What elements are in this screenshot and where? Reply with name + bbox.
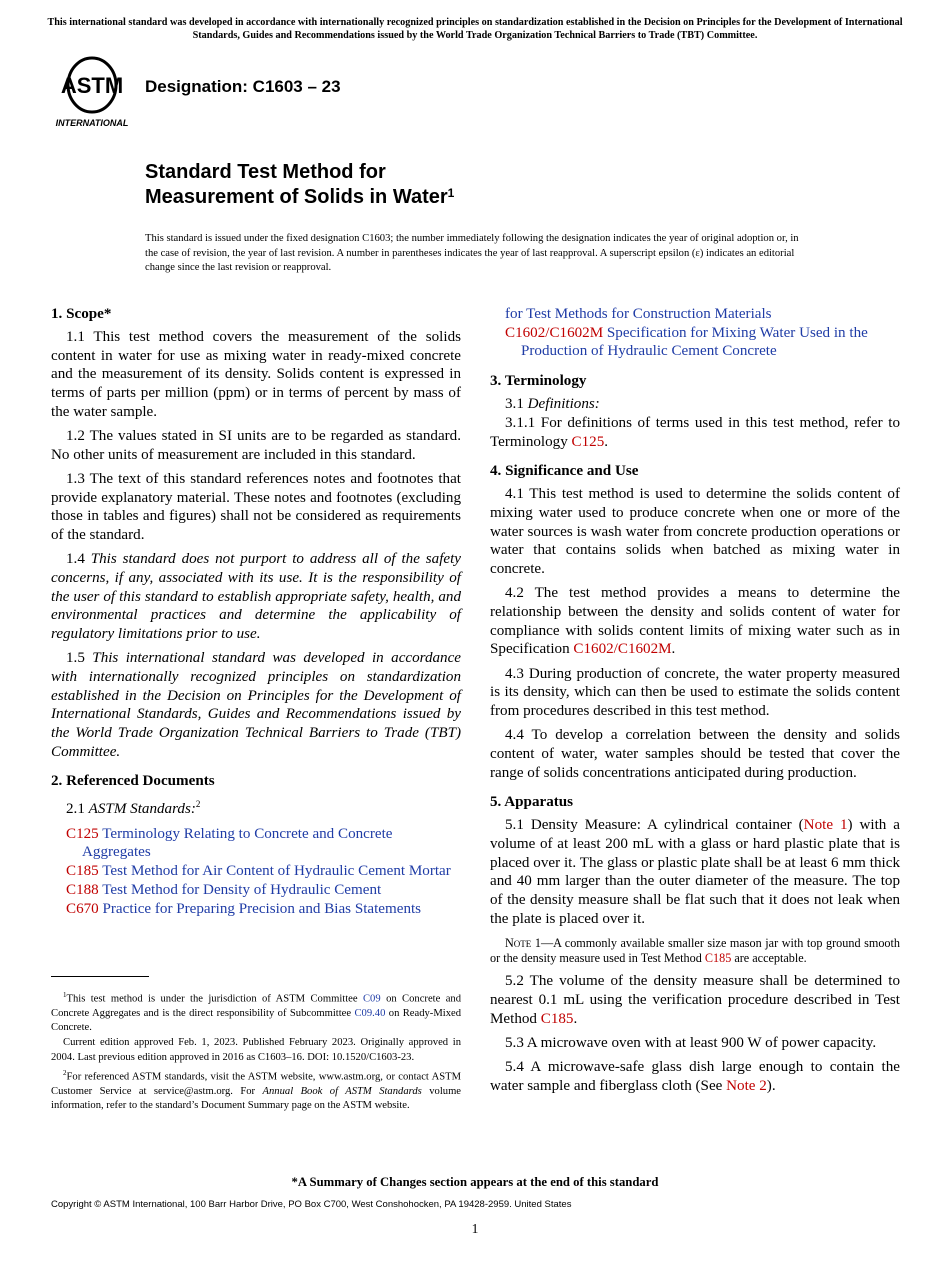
para-1-3: 1.3 The text of this standard references notes and footnotes that provide explanatory material. These notes and footnotes (excluding those in tables and figures) shall not be considered as requirements of the standard.	[51, 470, 461, 544]
para-4-3: 4.3 During production of concrete, the water property measured is its density, which can then be used to estimate the solids content from procedures described in this test method.	[490, 665, 900, 719]
left-column	[51, 305, 461, 918]
right-column	[490, 305, 900, 1101]
para-4-1: 4.1 This test method is used to determine the solids content of mixing water used to produce concrete when one or more of the water sources is wash water from concrete production operations or water that contains solids when batched as mixing water in concrete.	[490, 486, 900, 578]
section-3-heading: 3. Terminology	[490, 373, 587, 390]
astm-logo	[52, 55, 136, 131]
note-link-c185[interactable]: C185	[704, 951, 732, 966]
development-notice: This international standard was developed in accordance with internationally recognized principles on standardization established in the Decision on Principles for the Development of International Standards, Guides and Recommendations issued by the World Trade Organization Technical Barriers to Trade (TBT) Committee.	[47, 17, 903, 41]
link-c185[interactable]: C185	[540, 1010, 574, 1027]
section-4-heading: 4. Significance and Use	[490, 463, 639, 480]
document-title	[145, 160, 454, 210]
para-1-1: 1.1 This test method covers the measurement of the solids content in water for use as mixing water in ready-mixed concrete and the measurement of its density. Solids content is expressed in terms of parts per million (ppm) or in terms of percent by mass of the water sample.	[51, 329, 461, 420]
designation: Designation: C1603 – 23	[145, 77, 341, 96]
ref-c1602[interactable]: C1602/C1602M Specification for Mixing Water Used in the Production of Hydraulic Cement Concrete	[505, 324, 868, 360]
link-c09[interactable]: C09	[362, 993, 381, 1005]
section-1-heading: 1. Scope*	[51, 306, 112, 322]
link-c125[interactable]: C125	[571, 433, 605, 450]
para-4-2: 4.2 The test method provides a means to determine the relationship between the density and solids content of water for compliance with solids content limits of mixing water such as in Specification C1602/C1602M.	[490, 585, 900, 658]
logo-mark-text: ASTM	[60, 73, 124, 98]
link-c1602[interactable]: C1602/C1602M	[573, 641, 672, 658]
ref-c185[interactable]: C185 Test Method for Air Content of Hydraulic Cement Mortar	[66, 863, 451, 880]
section-2-heading: 2. Referenced Documents	[51, 773, 215, 790]
logo-international-text: INTERNATIONAL	[55, 118, 129, 128]
para-1-2: 1.2 The values stated in SI units are to be regarded as standard. No other units of measurement are included in this standard.	[51, 428, 461, 463]
footnotes	[51, 988, 461, 1114]
ref-c125[interactable]: C125 Terminology Relating to Concrete and Concrete Aggregates	[66, 825, 393, 861]
title-line-1: Standard Test Method for	[145, 161, 386, 183]
link-c09-40[interactable]: C09.40	[354, 1007, 386, 1019]
section-5-heading: 5. Apparatus	[490, 794, 574, 811]
title-line-2: Measurement of Solids in Water$^1$	[145, 186, 455, 208]
page-number: 1	[471, 1221, 479, 1236]
para-5-4: 5.4 A microwave-safe glass dish large enough to contain the water sample and fiberglass cloth (See Note 2).	[490, 1059, 900, 1094]
title-footnote-ref[interactable]: 1	[447, 186, 455, 200]
para-1-4: 1.4 This standard does not purport to address all of the safety concerns, if any, associated with its use. It is the responsibility of the user of this standard to establish appropriate safety, health, and environmental practices and determine the applicability of regulatory limitations prior to use.	[51, 551, 461, 643]
issued-note: This standard is issued under the fixed designation C1603; the number immediately following the designation indicates the year of original adoption or, in the case of revision, the year of last revision. A number in parentheses indicates the year of last reapproval. A superscript epsilon (ε) indicates an editorial change since the last revision or reapproval.	[145, 233, 799, 273]
para-5-2: 5.2 The volume of the density measure shall be determined to nearest 0.1 mL using the verification procedure described in Test Method C185.	[490, 973, 900, 1027]
ref-c188[interactable]: C188 Test Method for Density of Hydraulic Cement	[66, 881, 382, 898]
footnote-1: $^1$This test method is under the jurisdiction of ASTM Committee C09 on Concrete and Concrete Aggregates and is the direct responsibility of Subcommittee C09.40 on Ready-Mixed Concrete.	[51, 991, 461, 1034]
para-2-1: 2.1 ASTM Standards:$^2$	[66, 799, 201, 818]
para-3-1: 3.1 Definitions:	[505, 396, 600, 413]
para-5-3: 5.3 A microwave oven with at least 900 W of power capacity.	[505, 1035, 877, 1052]
footnote-1-edition: Current edition approved Feb. 1, 2023. Published February 2023. Originally approved in 2004. Last previous edition approved in 2016 as C1603–16. DOI: 10.1520/C1603-23.	[51, 1037, 461, 1063]
note-1: Note 1—A commonly available smaller size mason jar with top ground smooth or the density measure used in Test Method C185 are acceptable.	[490, 936, 900, 966]
copyright: Copyright © ASTM International, 100 Barr Harbor Drive, PO Box C700, West Conshohocken, PA 19428-2959. United States	[51, 1199, 572, 1210]
link-note-2[interactable]: Note 2	[726, 1078, 767, 1094]
summary-of-changes-note: *A Summary of Changes section appears at the end of this standard	[291, 1175, 659, 1189]
para-5-1: 5.1 Density Measure: A cylindrical container (Note 1) with a volume of at least 200 mL with a glass or hard plastic plate that is placed over it. The glass or plastic plate shall be at least 6 mm thick and 40 mm larger than the outer diameter of the measure. The top of the density measure shall be flat such that it does not leak when the plate is placed over it.	[490, 817, 900, 927]
para-3-1-1: 3.1.1 For definitions of terms used in this test method, refer to Terminology C125.	[490, 414, 900, 450]
link-note-1[interactable]: Note 1	[803, 817, 848, 834]
para-1-5: 1.5 This international standard was developed in accordance with internationally recognized principles on standardization established in the Decision on Principles for the Development of International Standards, Guides and Recommendations issued by the World Trade Organization Technical Barriers to Trade (TBT) Committee.	[51, 650, 461, 760]
ref-c670-continued[interactable]: for Test Methods for Construction Materials	[505, 306, 772, 322]
footnote-2: $^2$For referenced ASTM standards, visit the ASTM website, www.astm.org, or contact ASTM Customer Service at service@astm.org. For Annual Book of ASTM Standards volume information, refer to the standard’s Document Summary page on the ASTM website.	[51, 1069, 462, 1112]
ref-c670[interactable]: C670 Practice for Preparing Precision and Bias Statements	[66, 900, 422, 917]
para-4-4: 4.4 To develop a correlation between the density and solids content of water, water samples should be tested that cover the range of solids concentrations anticipated during production.	[490, 727, 900, 781]
footnote-divider	[51, 976, 149, 977]
